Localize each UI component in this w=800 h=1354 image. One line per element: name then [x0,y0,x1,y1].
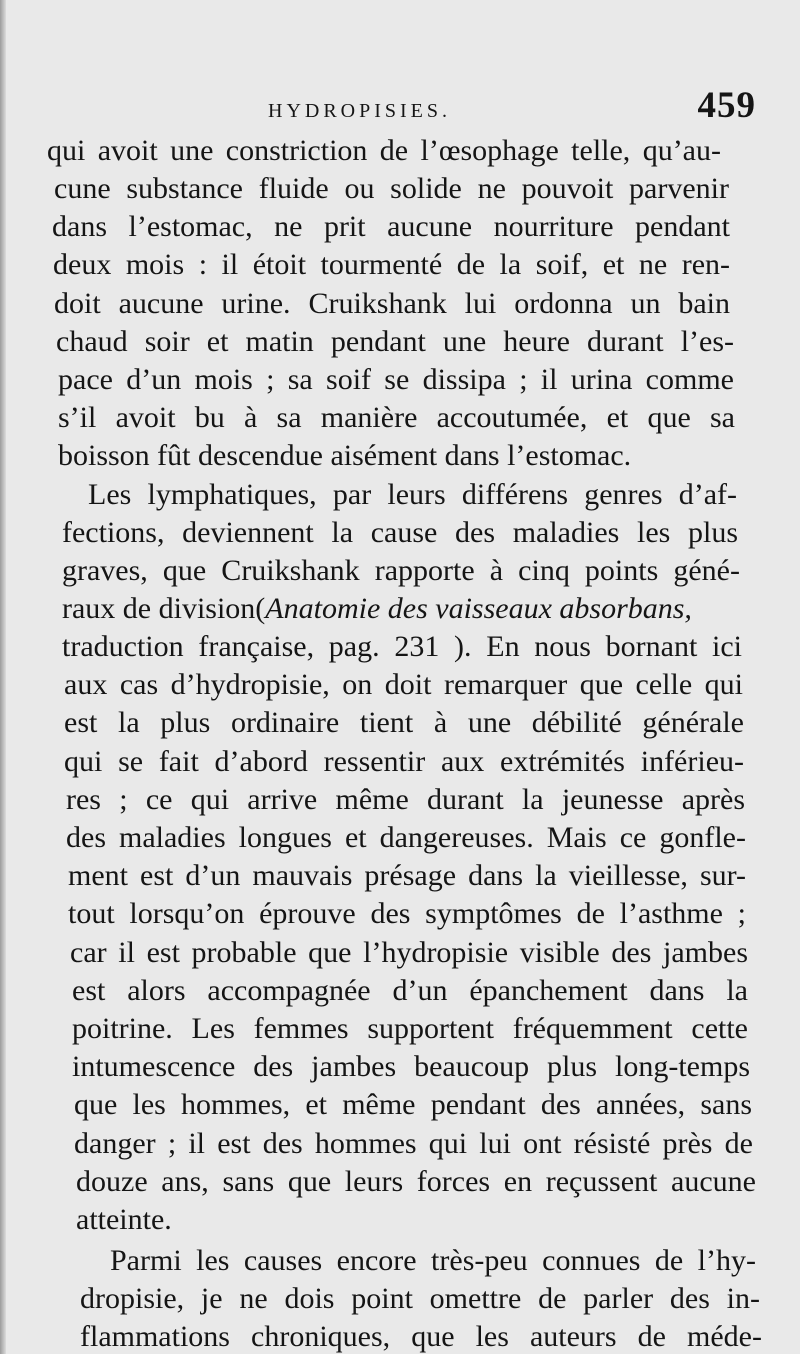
text-line: traduction française, pag. 231 ). En nous bornant ici [62,630,742,663]
text-line: poitrine. Les femmes supportent fréquemment cette [72,1012,748,1045]
text-line: est alors accompagnée d’un épanchement dans la [72,974,748,1007]
text-line: Parmi les causes encore très-peu connues de l’hy- [110,1244,756,1277]
text-line: douze ans, sans que leurs forces en reçussent aucune [76,1165,756,1198]
text-line: Les lymphatiques, par leurs différens genres d’af- [88,478,737,511]
text-line: est la plus ordinaire tient à une débilité générale [64,706,744,739]
text-line: aux cas d’hydropisie, on doit remarquer que celle qui [64,668,743,701]
text-line: flammations chroniques, que les auteurs de méde- [80,1320,762,1353]
text-line: atteinte. [76,1203,172,1236]
text-line: intumescence des jambes beaucoup plus long-temps [72,1050,750,1083]
text-line: qui avoit une constriction de l’œsophage telle, qu’au- [47,134,721,167]
text-line-with-citation [62,591,742,627]
text-line: danger ; il est des hommes qui lui ont résisté près de [74,1127,753,1160]
text-line: pace d’un mois ; sa soif se dissipa ; il urina comme [58,363,734,396]
text-fragment: raux de division( [62,592,266,625]
page-number: 459 [697,85,756,126]
text-line: graves, que Cruikshank rapporte à cinq points géné- [62,554,740,587]
text-line: doit aucune urine. Cruikshank lui ordonna un bain [54,287,730,320]
running-title: HYDROPISIES. [268,100,452,122]
text-line: qui se fait d’abord ressentir aux extrémités inférieu- [64,745,744,778]
text-line: boisson fût descendue aisément dans l’estomac. [58,439,632,472]
text-line: que les hommes, et même pendant des années, sans [74,1088,752,1121]
text-line: chaud soir et matin pendant une heure durant l’es- [56,325,734,358]
text-line: des maladies longues et dangereuses. Mais ce gonfle- [66,821,746,854]
text-line: car il est probable que l’hydropisie visible des jambes [70,936,748,969]
text-line: ment est d’un mauvais présage dans la vieillesse, sur- [68,859,746,892]
text-line: s’il avoit bu à sa manière accoutumée, et que sa [58,401,735,434]
italic-citation: Anatomie des vaisseaux absorbans, [265,592,692,625]
text-line: fections, deviennent la cause des maladies les plus [62,516,738,549]
text-line: cune substance fluide ou solide ne pouvoit parvenir [54,172,729,205]
text-line: res ; ce qui arrive même durant la jeunesse après [66,783,745,816]
text-line: deux mois : il étoit tourmenté de la soif, et ne ren- [53,248,730,281]
text-line: tout lorsqu’on éprouve des symptômes de l’asthme ; [68,897,746,930]
text-line: dropisie, je ne dois point omettre de parler des in- [80,1282,760,1315]
text-line: dans l’estomac, ne prit aucune nourriture pendant [52,210,730,243]
